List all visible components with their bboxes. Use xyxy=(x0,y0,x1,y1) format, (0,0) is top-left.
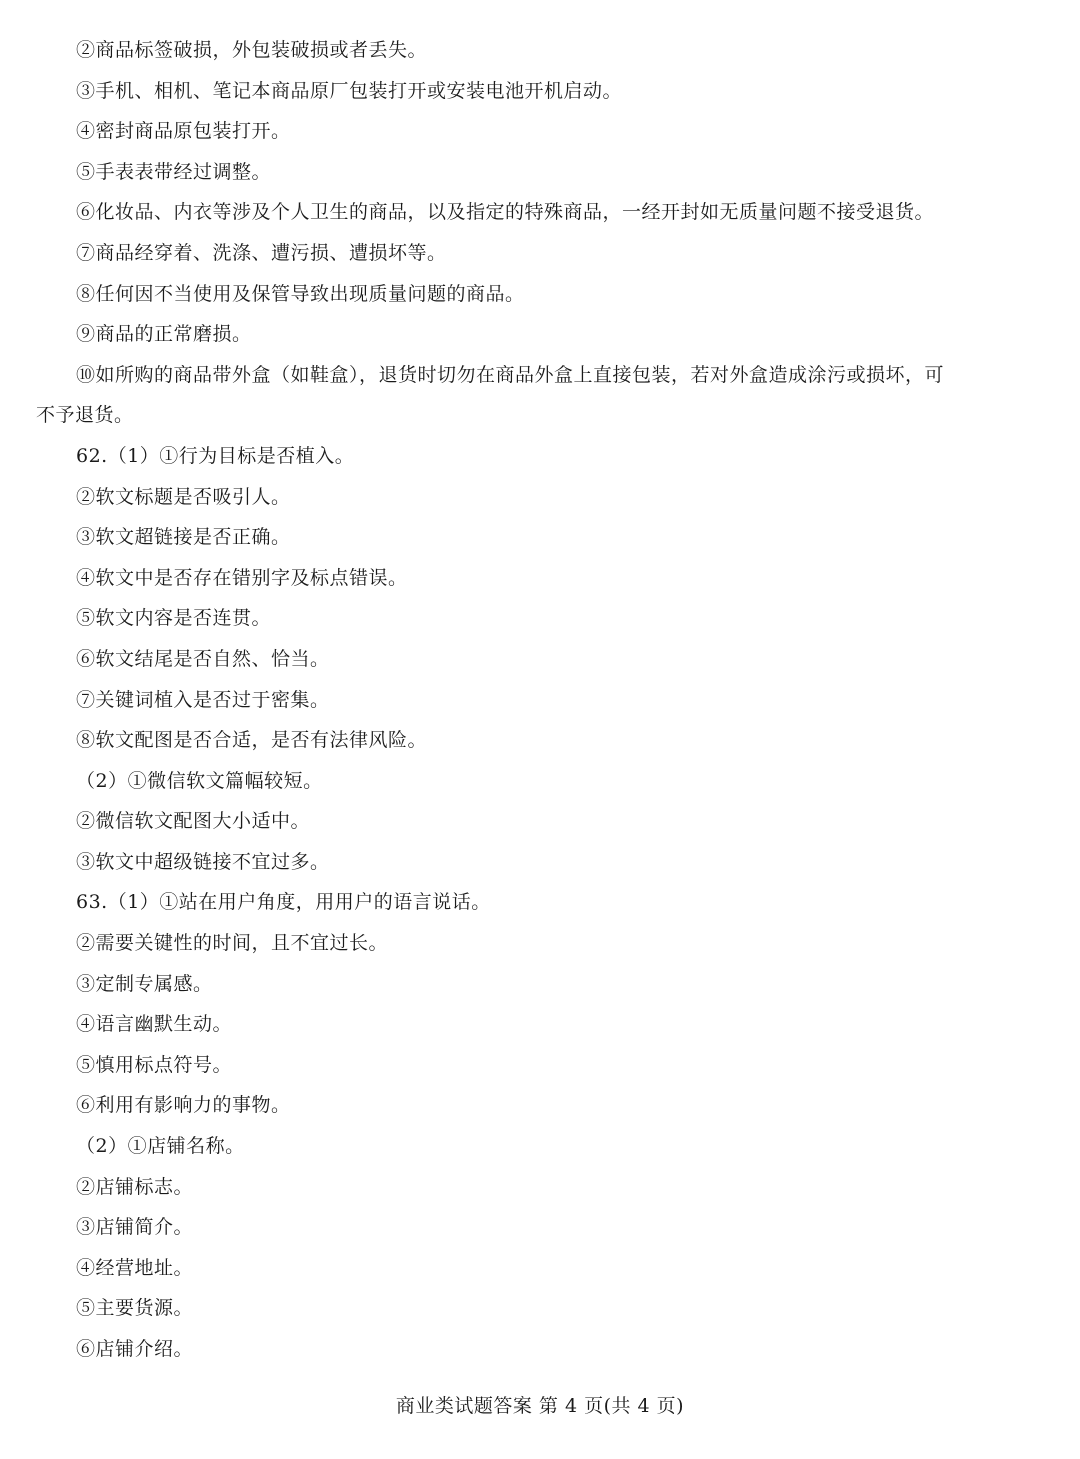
answer-line: ②商品标签破损，外包装破损或者丢失。 xyxy=(76,39,428,61)
answer-line-continuation: 不予退货。 xyxy=(36,404,134,427)
answer-line: ⑨商品的正常磨损。 xyxy=(76,323,252,346)
answer-line: ②微信软文配图大小适中。 xyxy=(76,810,311,833)
answer-line: ④密封商品原包装打开。 xyxy=(76,120,291,143)
answer-line: ⑤慎用标点符号。 xyxy=(76,1053,233,1076)
question-62-part2-heading: （2）①微信软文篇幅较短。 xyxy=(76,769,323,792)
answer-line: ③店铺简介。 xyxy=(76,1216,194,1239)
answer-line: ③定制专属感。 xyxy=(76,972,213,995)
answer-line: ⑩如所购的商品带外盒（如鞋盒），退货时切勿在商品外盒上直接包装，若对外盒造成涂污或损坏，可 xyxy=(76,363,945,386)
answer-line: ②需要关键性的时间，且不宜过长。 xyxy=(76,932,389,955)
answer-line: ⑥店铺介绍。 xyxy=(76,1338,194,1360)
answer-line: ⑤主要货源。 xyxy=(76,1297,194,1320)
answer-line: ⑥利用有影响力的事物。 xyxy=(76,1094,291,1117)
answer-line: ⑥软文结尾是否自然、恰当。 xyxy=(76,647,330,670)
answer-line: ④经营地址。 xyxy=(76,1256,194,1279)
answer-line: ④语言幽默生动。 xyxy=(76,1013,233,1036)
answer-content xyxy=(36,30,1036,1370)
answer-line: ⑧任何因不当使用及保管导致出现质量问题的商品。 xyxy=(76,282,525,305)
answer-line: ③手机、相机、笔记本商品原厂包装打开或安装电池开机启动。 xyxy=(76,79,623,102)
question-62-part1-heading: 62.（1）①行为目标是否植入。 xyxy=(76,444,355,467)
answer-line: ⑦关键词植入是否过于密集。 xyxy=(76,688,330,711)
answer-line: ②软文标题是否吸引人。 xyxy=(76,485,291,508)
answer-line: ⑦商品经穿着、洗涤、遭污损、遭损坏等。 xyxy=(76,241,447,264)
answer-line: ⑤软文内容是否连贯。 xyxy=(76,607,272,630)
answer-line: ③软文中超级链接不宜过多。 xyxy=(76,850,330,873)
answer-line: ②店铺标志。 xyxy=(76,1175,194,1198)
question-63-part2-heading: （2）①店铺名称。 xyxy=(76,1135,245,1158)
answer-line: ③软文超链接是否正确。 xyxy=(76,526,291,549)
answer-line: ⑧软文配图是否合适，是否有法律风险。 xyxy=(76,729,428,752)
answer-line: ⑥化妆品、内衣等涉及个人卫生的商品，以及指定的特殊商品，一经开封如无质量问题不接受退货。 xyxy=(76,201,935,224)
wrapped-answer xyxy=(36,355,1036,436)
page-footer: 商业类试题答案 第 4 页(共 4 页) xyxy=(395,1395,685,1417)
answer-line: ④软文中是否存在错别字及标点错误。 xyxy=(76,566,408,589)
answer-line: ⑤手表表带经过调整。 xyxy=(76,160,272,183)
question-63-part1-heading: 63.（1）①站在用户角度，用用户的语言说话。 xyxy=(76,891,491,914)
